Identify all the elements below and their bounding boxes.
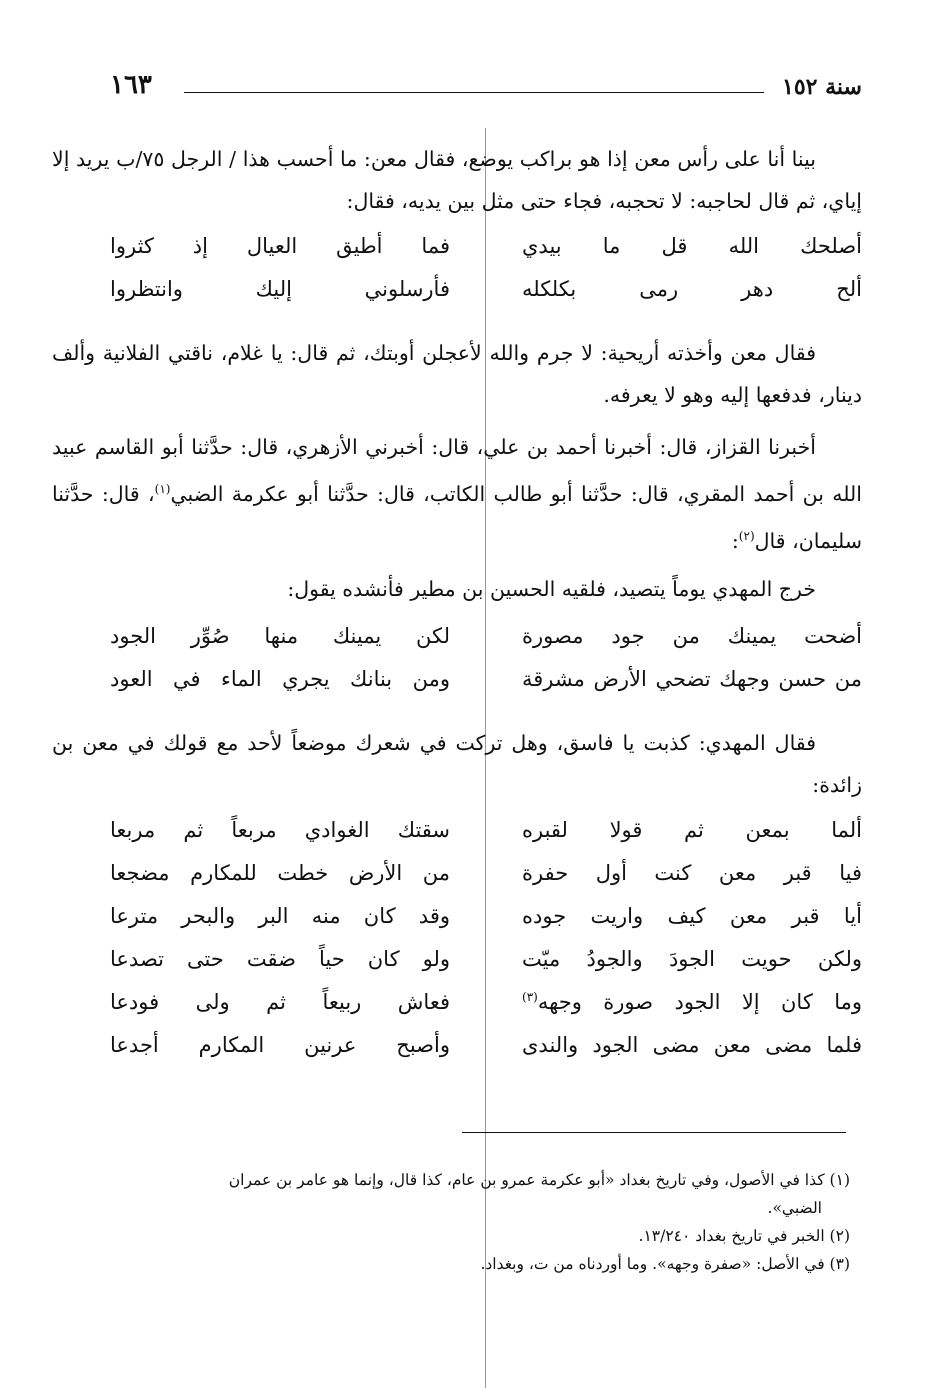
poem-1-line-1-ajuz: فما أطيق العيال إذ كثروا (110, 234, 450, 258)
poem-1-line-1-sadr: أصلحك الله قل ما بيدي (522, 234, 862, 258)
poem-2-line-2 (110, 667, 862, 710)
isnad-main: أخبرنا القزاز، قال: أخبرنا أحمد بن علي، قال: أخبرني الأزهري، قال: حدَّثنا أبو القاسم عبيد الله بن أحمد المقري، قال: حدَّثنا أبو طالب الكاتب، قال: حدَّثنا أبو عكرمة الضبي (52, 435, 863, 506)
poem-3-line-1 (110, 818, 862, 861)
paragraph-5 (52, 722, 862, 806)
poem-2-line-2-sadr: من حسن وجهك تضحي الأرض مشرقة (522, 667, 862, 691)
header-rule (184, 92, 764, 93)
poem-1-line-2 (110, 277, 862, 320)
poem-1-line-2-ajuz: فأرسلوني إليك وانتظروا (110, 277, 450, 301)
paragraph-4-text: خرج المهدي يوماً يتصيد، فلقيه الحسين بن مطير فأنشده يقول: (287, 577, 816, 601)
poem-3-line-1-sadr: ألما بمعن ثم قولا لقبره (522, 818, 862, 842)
poem-1 (110, 234, 862, 320)
poem-3-line-4 (110, 947, 862, 990)
poem-3-line-5 (110, 990, 862, 1033)
paragraph-2 (52, 332, 862, 416)
poem-3-line-6-sadr: فلما مضى معن مضى الجود والندى (522, 1033, 862, 1057)
poem-3-line-4-sadr: ولكن حويت الجودَ والجودُ ميّت (522, 947, 862, 971)
paragraph-1 (52, 138, 862, 222)
footnote-1: (١) كذا في الأصول، وفي تاريخ بغداد «أبو عكرمة عمرو بن عام، كذا قال، وإنما هو عامر بن عمران (228, 1171, 850, 1189)
poem-2-line-1-ajuz: لكن يمينك منها صُوِّر الجود (110, 624, 450, 648)
footnote-3: (٣) في الأصل: «صفرة وجهه». وما أوردناه من ت، وبغداد. (480, 1255, 850, 1273)
footnote-1-continuation: الضبي». (767, 1199, 822, 1217)
page-header (110, 70, 862, 104)
poem-2-line-1 (110, 624, 862, 667)
poem-3 (110, 818, 862, 1076)
paragraph-1-text: بينا أنا على رأس معن إذا هو براكب يوضع، فقال معن: ما أحسب هذا / الرجل ٧٥/ب يريد إلا إياي، ثم قال لحاجبه: لا تحجبه، فجاء حتى مثل بين يديه، فقال: (52, 147, 862, 213)
poem-1-line-1 (110, 234, 862, 277)
footnote-ref-2: (٢) (738, 528, 755, 543)
paragraph-5-text: فقال المهدي: كذبت يا فاسق، وهل تركت في شعرك موضعاً لأحد مع قولك في معن بن زائدة: (52, 731, 862, 797)
footnotes (110, 1166, 850, 1278)
poem-2-line-1-sadr: أضحت يمينك من جود مصورة (522, 624, 862, 648)
poem-3-line-5-sadr (522, 990, 862, 1014)
poem-3-line-2-ajuz: من الأرض خطت للمكارم مضجعا (110, 861, 450, 885)
poem-3-line-4-ajuz: ولو كان حياً ضقت حتى تصدعا (110, 947, 450, 971)
footnote-2: (٢) الخبر في تاريخ بغداد ١٣/٢٤٠. (638, 1227, 850, 1245)
paragraph-2-text: فقال معن وأخذته أريحية: لا جرم والله لأعجلن أوبتك، ثم قال: يا غلام، ناقتي الفلانية وألف دينار، فدفعها إليه وهو لا يعرفه. (52, 341, 862, 407)
footnote-ref-1: (١) (154, 482, 171, 496)
poem-3-line-6 (110, 1033, 862, 1076)
poem-3-line-1-ajuz: سقتك الغوادي مربعاً ثم مربعا (110, 818, 450, 842)
poem-3-line-3 (110, 904, 862, 947)
poem-3-line-5-ajuz: فعاش ربيعاً ثم ولى فودعا (110, 990, 450, 1014)
poem-3-line-2 (110, 861, 862, 904)
poem-3-line-5-sadr-text: وما كان إلا الجود صورة وجهه (537, 990, 862, 1014)
paragraph-4 (52, 568, 862, 610)
paragraph-3-text (52, 426, 862, 562)
footnote-rule (462, 1132, 846, 1133)
poem-3-line-3-ajuz: وقد كان منه البر والبحر مترعا (110, 904, 450, 928)
poem-3-line-6-ajuz: وأصبح عرنين المكارم أجدعا (110, 1033, 450, 1057)
paragraph-3 (52, 426, 862, 562)
poem-1-line-2-sadr: ألح دهر رمى بكلكله (522, 277, 862, 301)
footnote-ref-3: (٣) (522, 990, 538, 1004)
poem-2-line-2-ajuz: ومن بنانك يجري الماء في العود (110, 667, 450, 691)
isnad-end: : (731, 528, 739, 553)
page-number: ١٦٣ (110, 70, 152, 100)
isnad-mid: ، قال: حدَّثنا سليمان، قال (52, 481, 862, 553)
poem-3-line-2-sadr: فيا قبر معن كنت أول حفرة (522, 861, 862, 885)
poem-2 (110, 624, 862, 710)
poem-3-line-3-sadr: أيا قبر معن كيف واريت جوده (522, 904, 862, 928)
running-title: سنة ١٥٢ (782, 74, 862, 100)
